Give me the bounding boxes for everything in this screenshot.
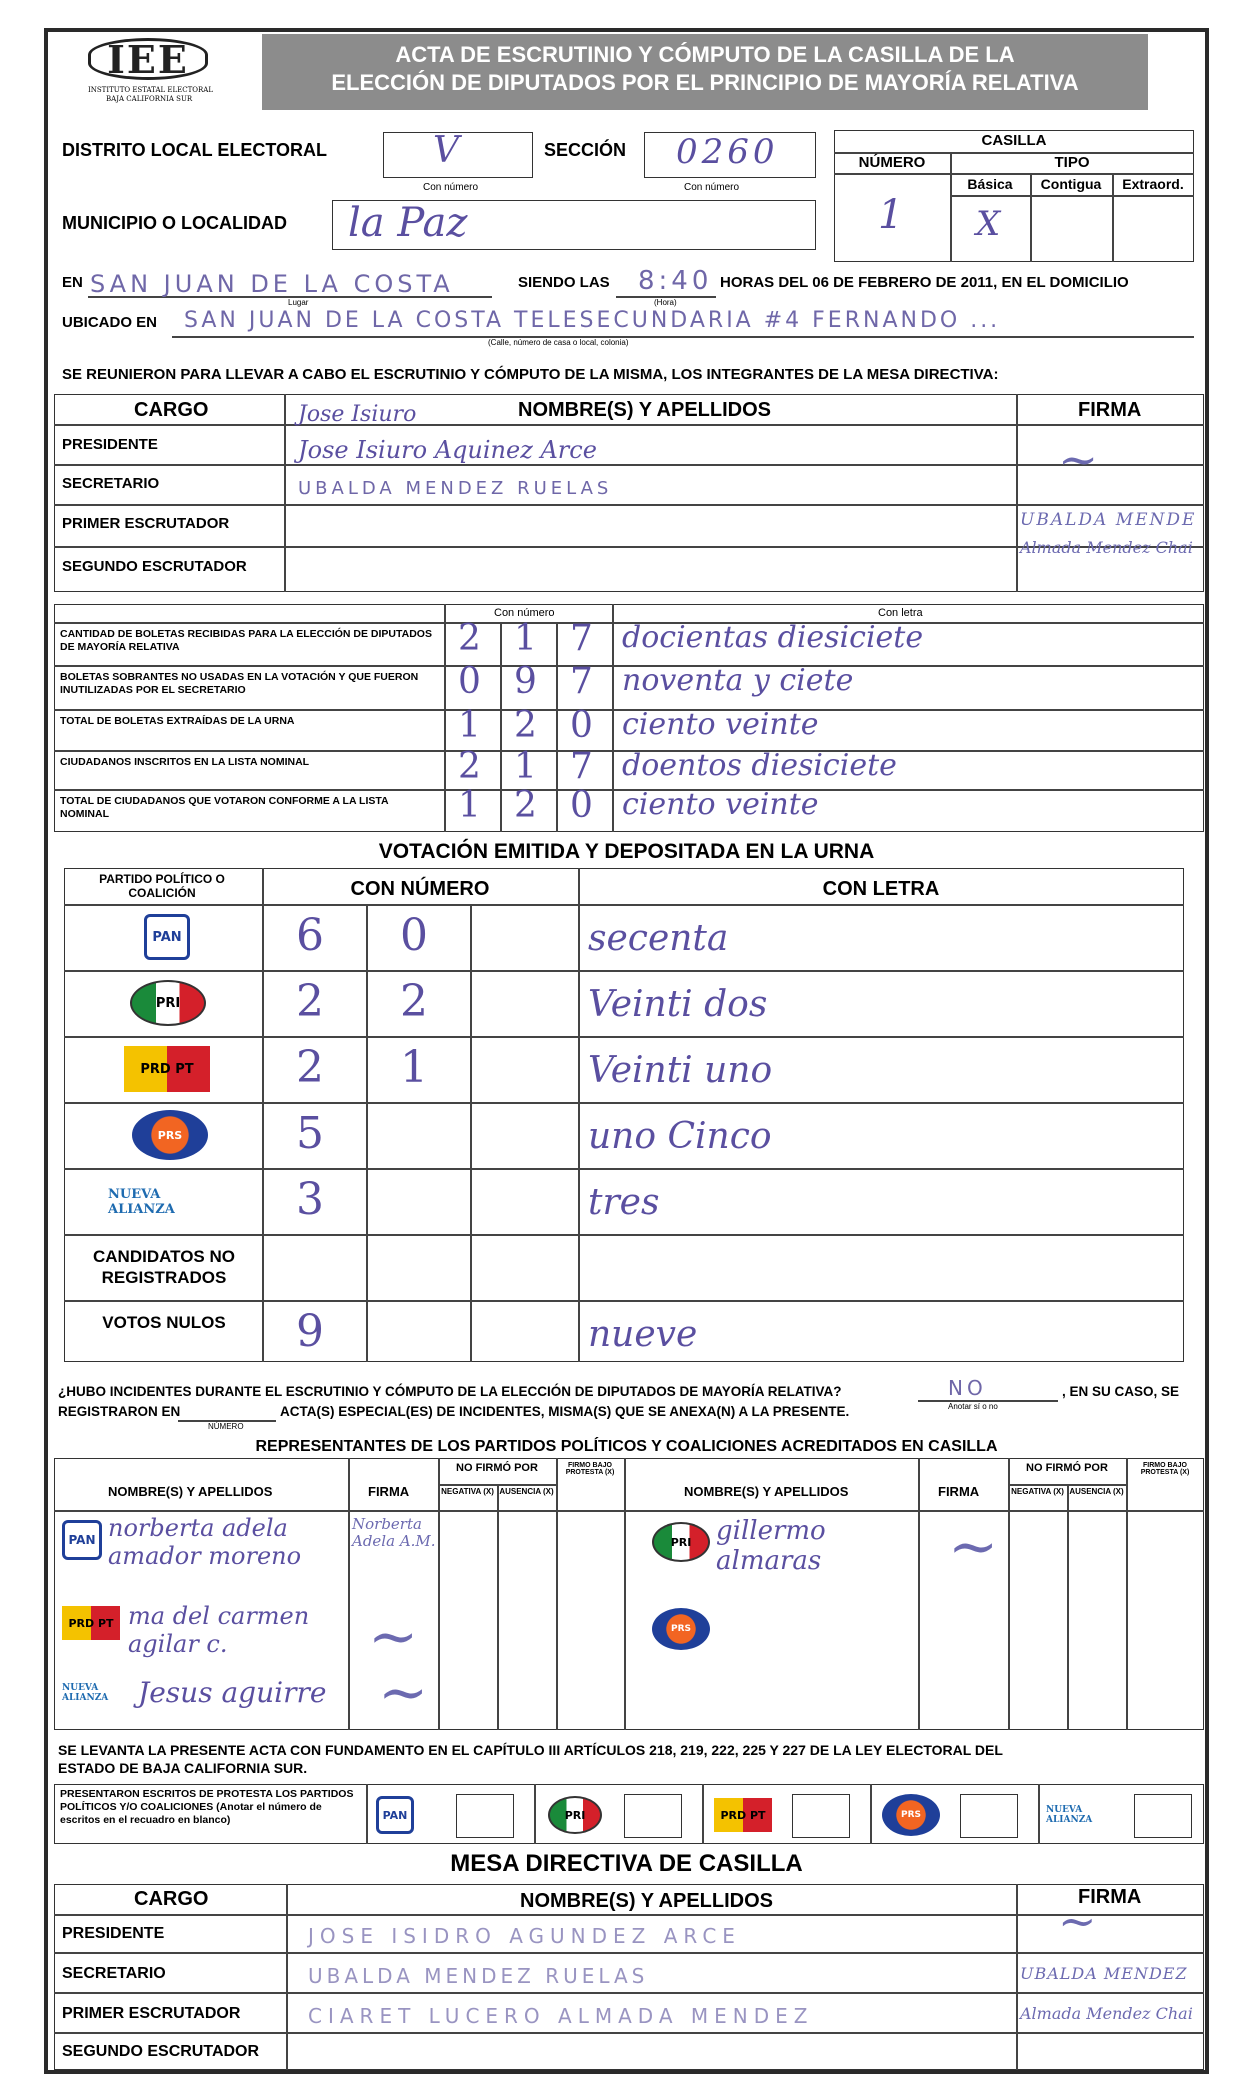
ballot-row-label: BOLETAS SOBRANTES NO USADAS EN LA VOTACIÓN Y QUE FUERON INUTILIZADAS POR EL SECRETARIO bbox=[60, 671, 419, 696]
reps-firma-header-right: FIRMA bbox=[938, 1484, 980, 1499]
vote-letra: uno Cinco bbox=[588, 1116, 772, 1157]
reps-ausencia-right: AUSENCIA (X) bbox=[1069, 1487, 1124, 1496]
official-name-top: Jose Isiuro bbox=[298, 402, 417, 427]
rep-name: gillermo almaras bbox=[716, 1516, 826, 1576]
casilla-contigua: Contigua bbox=[1040, 176, 1102, 192]
mesa-cargo: PRESIDENTE bbox=[62, 1925, 165, 1942]
mesa-name: CIARET LUCERO ALMADA MENDEZ bbox=[308, 2004, 814, 2028]
rep-name: Jesus aguirre bbox=[138, 1676, 327, 1709]
vote-digit: 2 bbox=[296, 1042, 324, 1093]
reps-title: REPRESENTANTES DE LOS PARTIDOS POLÍTICOS Y COALICIONES ACREDITADOS EN CASILLA bbox=[255, 1438, 998, 1455]
title-line-1: ACTA DE ESCRUTINIO Y CÓMPUTO DE LA CASILLA DE LA bbox=[395, 42, 1015, 67]
officials-name-header: NOMBRE(S) Y APELLIDOS bbox=[518, 399, 771, 421]
ballot-digit: 2 bbox=[458, 618, 481, 659]
votes-letra-header: CON LETRA bbox=[822, 878, 940, 900]
official-signature: ~ bbox=[1058, 432, 1099, 488]
lugar-hint: Lugar bbox=[288, 298, 309, 307]
ballot-digit: 7 bbox=[570, 746, 593, 787]
official-signature: UBALDA MENDE bbox=[1020, 510, 1197, 530]
reps-negativa-left: NEGATIVA (X) bbox=[441, 1487, 494, 1496]
vote-letra: Veinti uno bbox=[588, 1050, 773, 1091]
iee-logo-mark: IEE bbox=[88, 38, 208, 80]
title-line-2: ELECCIÓN DE DIPUTADOS POR EL PRINCIPIO DE MAYORÍA RELATIVA bbox=[331, 70, 1079, 95]
mesa-cargo-header: CARGO bbox=[134, 1888, 209, 1910]
district-label: DISTRITO LOCAL ELECTORAL bbox=[62, 140, 328, 160]
en-value: SAN JUAN DE LA COSTA bbox=[90, 270, 454, 298]
prs-logo: PRS bbox=[652, 1608, 710, 1650]
rep-name: norberta adela amador moreno bbox=[108, 1514, 302, 1570]
prd-pt-logo: PRD PT bbox=[124, 1046, 210, 1092]
protesta-pri-logo: PRI bbox=[548, 1796, 602, 1834]
horas-text: HORAS DEL 06 DE FEBRERO DE 2011, EN EL DOMICILIO bbox=[720, 274, 1129, 291]
mesa-title: MESA DIRECTIVA DE CASILLA bbox=[450, 1850, 803, 1877]
iee-logo bbox=[88, 38, 218, 108]
ubicado-value: SAN JUAN DE LA COSTA TELESECUNDARIA #4 FERNANDO ... bbox=[184, 308, 1001, 333]
reps-firma-header-left: FIRMA bbox=[368, 1484, 410, 1499]
incidents-line2b: ACTA(S) ESPECIAL(ES) DE INCIDENTES, MISMA(S) QUE SE ANEXA(N) A LA PRESENTE. bbox=[280, 1404, 850, 1419]
reunion-text: SE REUNIERON PARA LLEVAR A CABO EL ESCRUTINIO Y CÓMPUTO DE LA MISMA, LOS INTEGRANTES DE LA MESA DIRECTIVA: bbox=[62, 366, 999, 383]
section-label: SECCIÓN bbox=[544, 140, 627, 160]
party-label: CANDIDATOS NO REGISTRADOS bbox=[93, 1247, 235, 1287]
incidents-answer-hint: Anotar sí o no bbox=[948, 1402, 998, 1411]
nueva-alianza-logo: NUEVA ALIANZA bbox=[62, 1683, 109, 1703]
ballot-letra: ciento veinte bbox=[622, 787, 819, 822]
vote-digit: 0 bbox=[400, 910, 428, 961]
incidents-numero-hint: NÚMERO bbox=[208, 1422, 244, 1431]
casilla-title: CASILLA bbox=[981, 132, 1047, 149]
casilla-basica-mark: X bbox=[976, 204, 1001, 244]
ballot-row-label: TOTAL DE CIUDADANOS QUE VOTARON CONFORME A LA LISTA NOMINAL bbox=[60, 795, 389, 820]
ballot-letra: docientas diesiciete bbox=[622, 620, 924, 655]
official-cargo: PRIMER ESCRUTADOR bbox=[62, 515, 230, 532]
hora-hint: (Hora) bbox=[654, 298, 677, 307]
district-value: V bbox=[433, 130, 459, 171]
protesta-pan-logo: PAN bbox=[376, 1796, 414, 1834]
ballot-digit: 2 bbox=[458, 746, 481, 787]
officials-firma-header: FIRMA bbox=[1078, 399, 1142, 421]
rep-signature: Norberta Adela A.M. bbox=[352, 1515, 436, 1550]
reps-protesta-left: FIRMO BAJO PROTESTA (X) bbox=[565, 1462, 615, 1476]
ballot-digit: 1 bbox=[514, 746, 537, 787]
rep-signature: ~ bbox=[948, 1512, 999, 1582]
ubicado-label: UBICADO EN bbox=[62, 314, 158, 331]
mesa-firma-header: FIRMA bbox=[1078, 1886, 1142, 1908]
ballot-digit: 0 bbox=[458, 661, 481, 702]
ballot-digit: 9 bbox=[514, 661, 537, 702]
rep-signature: ~ bbox=[378, 1658, 429, 1728]
ballot-digit: 2 bbox=[514, 785, 537, 826]
casilla-numero-value: 1 bbox=[878, 192, 904, 238]
pri-logo: PRI bbox=[652, 1522, 710, 1562]
official-name: UBALDA MENDEZ RUELAS bbox=[298, 478, 613, 499]
incidents-line2a: REGISTRARON EN bbox=[58, 1404, 181, 1419]
municipality-value: la Paz bbox=[348, 200, 468, 246]
siendo-label: SIENDO LAS bbox=[518, 274, 610, 291]
institute-state: BAJA CALIFORNIA SUR bbox=[106, 95, 193, 103]
vote-letra: tres bbox=[588, 1182, 660, 1223]
legal-text-1: SE LEVANTA LA PRESENTE ACTA CON FUNDAMENTO EN EL CAPÍTULO III ARTÍCULOS 218, 219, 222, 225 Y 227 DE LA LEY ELECTORAL DEL bbox=[58, 1742, 1003, 1758]
ballot-row-label: CANTIDAD DE BOLETAS RECIBIDAS PARA LA ELECCIÓN DE DIPUTADOS DE MAYORÍA RELATIVA bbox=[60, 628, 432, 653]
vote-digit: 2 bbox=[400, 976, 428, 1027]
protesta-prd-pt-count[interactable] bbox=[792, 1794, 850, 1838]
reps-ausencia-left: AUSENCIA (X) bbox=[499, 1487, 554, 1496]
mesa-signature: ~ bbox=[1058, 1894, 1097, 1948]
ballot-digit: 0 bbox=[570, 785, 593, 826]
mesa-cargo: PRIMER ESCRUTADOR bbox=[62, 2005, 241, 2022]
casilla-numero-label: NÚMERO bbox=[858, 154, 926, 171]
en-label: EN bbox=[62, 274, 83, 291]
protesta-prs-logo: PRS bbox=[882, 1794, 940, 1836]
prs-logo: PRS bbox=[132, 1110, 208, 1160]
officials-cargo-header: CARGO bbox=[134, 399, 209, 421]
casilla-tipo-label: TIPO bbox=[1054, 154, 1090, 171]
protesta-prd-pt-logo: PRD PT bbox=[714, 1798, 772, 1832]
vote-digit: 3 bbox=[296, 1174, 324, 1225]
ubicado-hint: (Calle, número de casa o local, colonia) bbox=[488, 338, 629, 347]
reps-nofirmo-left: NO FIRMÓ POR bbox=[456, 1462, 538, 1474]
district-hint: Con número bbox=[423, 182, 479, 193]
vote-letra: Veinti dos bbox=[588, 984, 768, 1025]
mesa-signature: Almada Mendez Chai bbox=[1020, 2004, 1193, 2023]
official-cargo: SEGUNDO ESCRUTADOR bbox=[62, 558, 247, 575]
protesta-pan-count[interactable] bbox=[456, 1794, 514, 1838]
municipality-label: MUNICIPIO O LOCALIDAD bbox=[62, 213, 287, 233]
vote-digit: 6 bbox=[296, 910, 324, 961]
pri-logo: PRI bbox=[130, 980, 206, 1026]
reps-nofirmo-right: NO FIRMÓ POR bbox=[1026, 1462, 1108, 1474]
pan-logo: PAN bbox=[144, 914, 190, 960]
vote-digit: 5 bbox=[296, 1108, 324, 1159]
ballot-digit: 1 bbox=[458, 705, 481, 746]
votes-party-header: PARTIDO POLÍTICO O COALICIÓN bbox=[99, 872, 225, 900]
legal-text-2: ESTADO DE BAJA CALIFORNIA SUR. bbox=[58, 1760, 308, 1776]
vote-digit: 1 bbox=[400, 1042, 428, 1093]
vote-letra: nueve bbox=[588, 1314, 698, 1355]
mesa-signature: UBALDA MENDEZ bbox=[1020, 1964, 1188, 1983]
reps-protesta-right: FIRMO BAJO PROTESTA (X) bbox=[1140, 1462, 1190, 1476]
mesa-name: JOSE ISIDRO AGUNDEZ ARCE bbox=[308, 1924, 741, 1948]
ballot-digit: 1 bbox=[514, 618, 537, 659]
prd-pt-logo: PRD PT bbox=[62, 1606, 120, 1640]
incidents-question: ¿HUBO INCIDENTES DURANTE EL ESCRUTINIO Y CÓMPUTO DE LA ELECCIÓN DE DIPUTADOS DE MAYORÍA RELATIVA? bbox=[58, 1384, 842, 1399]
ballot-row-label: CIUDADANOS INSCRITOS EN LA LISTA NOMINAL bbox=[60, 756, 310, 768]
casilla-extraord: Extraord. bbox=[1122, 176, 1184, 192]
ballot-digit: 0 bbox=[570, 705, 593, 746]
pan-logo: PAN bbox=[62, 1520, 102, 1560]
mesa-cargo: SEGUNDO ESCRUTADOR bbox=[62, 2043, 260, 2060]
party-label: VOTOS NULOS bbox=[102, 1313, 226, 1332]
official-signature: Almada Mendez Chai bbox=[1020, 538, 1193, 557]
mesa-name: UBALDA MENDEZ RUELAS bbox=[308, 1964, 649, 1988]
ballot-digit: 1 bbox=[458, 785, 481, 826]
ballot-row-label: TOTAL DE BOLETAS EXTRAÍDAS DE LA URNA bbox=[60, 715, 295, 727]
ballot-letra: ciento veinte bbox=[622, 707, 819, 742]
vote-digit: 9 bbox=[296, 1306, 324, 1357]
votes-title: VOTACIÓN EMITIDA Y DEPOSITADA EN LA URNA bbox=[378, 840, 875, 863]
institute-name: INSTITUTO ESTATAL ELECTORAL bbox=[88, 86, 214, 94]
title-banner bbox=[262, 34, 1148, 110]
protesta-pri-count[interactable] bbox=[624, 1794, 682, 1838]
reps-name-header-right: NOMBRE(S) Y APELLIDOS bbox=[684, 1484, 849, 1499]
official-cargo: PRESIDENTE bbox=[62, 436, 158, 453]
hora-value: 8:40 bbox=[638, 266, 713, 296]
ballot-letra-header: Con letra bbox=[878, 607, 923, 619]
mesa-name-header: NOMBRE(S) Y APELLIDOS bbox=[520, 1890, 773, 1912]
incidents-answer: NO bbox=[948, 1376, 987, 1400]
protesta-nueva-alianza-count[interactable] bbox=[1134, 1794, 1192, 1838]
ballot-letra: noventa y ciete bbox=[622, 663, 854, 698]
ballot-letra: doentos diesiciete bbox=[622, 748, 897, 783]
reps-negativa-right: NEGATIVA (X) bbox=[1011, 1487, 1064, 1496]
acta-form bbox=[44, 28, 1209, 2074]
ballot-digit: 2 bbox=[514, 705, 537, 746]
protesta-nueva-alianza-logo: NUEVA ALIANZA bbox=[1046, 1805, 1093, 1825]
vote-digit: 2 bbox=[296, 976, 324, 1027]
vote-letra: secenta bbox=[588, 918, 729, 959]
reps-name-header-left: NOMBRE(S) Y APELLIDOS bbox=[108, 1484, 273, 1499]
rep-name: ma del carmen agilar c. bbox=[128, 1602, 310, 1658]
official-cargo: SECRETARIO bbox=[62, 475, 160, 492]
ballot-digit: 7 bbox=[570, 618, 593, 659]
official-name: Jose Isiuro Aquinez Arce bbox=[298, 436, 597, 464]
casilla-basica: Básica bbox=[967, 176, 1013, 192]
ballot-digit: 7 bbox=[570, 661, 593, 702]
section-value: 0260 bbox=[676, 132, 779, 172]
protesta-prs-count[interactable] bbox=[960, 1794, 1018, 1838]
section-hint: Con número bbox=[684, 182, 740, 193]
votes-num-header: CON NÚMERO bbox=[350, 878, 490, 900]
ballot-num-header: Con número bbox=[494, 607, 555, 619]
protesta-text: PRESENTARON ESCRITOS DE PROTESTA LOS PARTIDOS POLÍTICOS Y/O COALICIONES (Anotar el número de escritos en el recuadro en blanco) bbox=[60, 1788, 354, 1826]
rep-signature: ~ bbox=[368, 1602, 419, 1672]
incidents-tail: , EN SU CASO, SE bbox=[1062, 1384, 1180, 1399]
nueva-alianza-logo: NUEVA ALIANZA bbox=[108, 1187, 175, 1217]
mesa-cargo: SECRETARIO bbox=[62, 1965, 166, 1982]
